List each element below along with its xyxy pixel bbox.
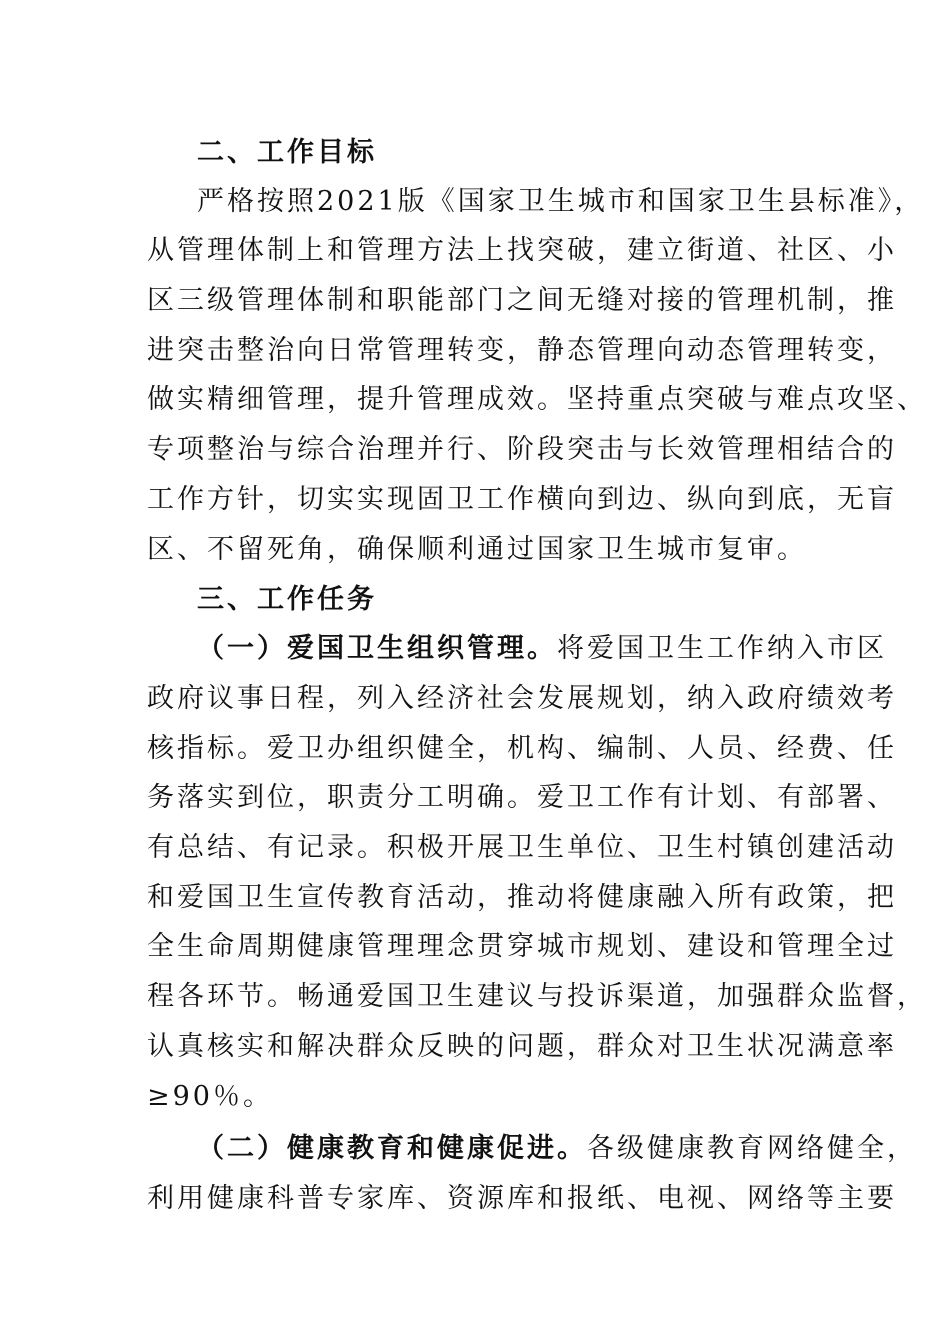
subsection-title: （一）爱国卫生组织管理。: [197, 633, 557, 664]
section-heading-goals: 二、工作目标: [197, 137, 377, 168]
paragraph-line: 政府议事日程，列入经济社会发展规划，纳入政府绩效考: [147, 683, 897, 714]
paragraph-line: 做实精细管理，提升管理成效。坚持重点突破与难点攻坚、: [147, 384, 927, 415]
subsection-text: 各级健康教育网络健全，: [587, 1133, 917, 1164]
paragraph-line: 有总结、有记录。积极开展卫生单位、卫生村镇创建活动: [147, 832, 897, 863]
section-heading-tasks: 三、工作任务: [197, 584, 377, 615]
paragraph-line: 严格按照2021版《国家卫生城市和国家卫生县标准》，: [197, 186, 925, 217]
paragraph-line: 认真核实和解决群众反映的问题，群众对卫生状况满意率: [147, 1031, 897, 1062]
paragraph-line: ≥90％。: [147, 1081, 273, 1112]
paragraph-line: 区、不留死角，确保顺利通过国家卫生城市复审。: [147, 534, 807, 565]
paragraph-line: 务落实到位，职责分工明确。爱卫工作有计划、有部署、: [147, 782, 897, 813]
subsection-title: （二）健康教育和健康促进。: [197, 1133, 587, 1164]
paragraph-line: 工作方针，切实实现固卫工作横向到边、纵向到底，无盲: [147, 484, 897, 515]
paragraph-line: 程各环节。畅通爱国卫生建议与投诉渠道，加强群众监督，: [147, 981, 927, 1012]
paragraph-line: 和爱国卫生宣传教育活动，推动将健康融入所有政策，把: [147, 882, 897, 913]
paragraph-line: 从管理体制上和管理方法上找突破，建立街道、社区、小: [147, 235, 897, 266]
paragraph-line: 区三级管理体制和职能部门之间无缝对接的管理机制，推: [147, 285, 897, 316]
paragraph-line: 全生命周期健康管理理念贯穿城市规划、建设和管理全过: [147, 931, 897, 962]
subsection-text: 将爱国卫生工作纳入市区: [557, 633, 887, 664]
subsection-first-line: [197, 1132, 917, 1166]
paragraph-line: 进突击整治向日常管理转变，静态管理向动态管理转变，: [147, 335, 897, 366]
paragraph-line: 核指标。爱卫办组织健全，机构、编制、人员、经费、任: [147, 733, 897, 764]
paragraph-line: 利用健康科普专家库、资源库和报纸、电视、网络等主要: [147, 1183, 897, 1214]
paragraph-line: 专项整治与综合治理并行、阶段突击与长效管理相结合的: [147, 434, 897, 465]
subsection-first-line: [197, 632, 887, 666]
